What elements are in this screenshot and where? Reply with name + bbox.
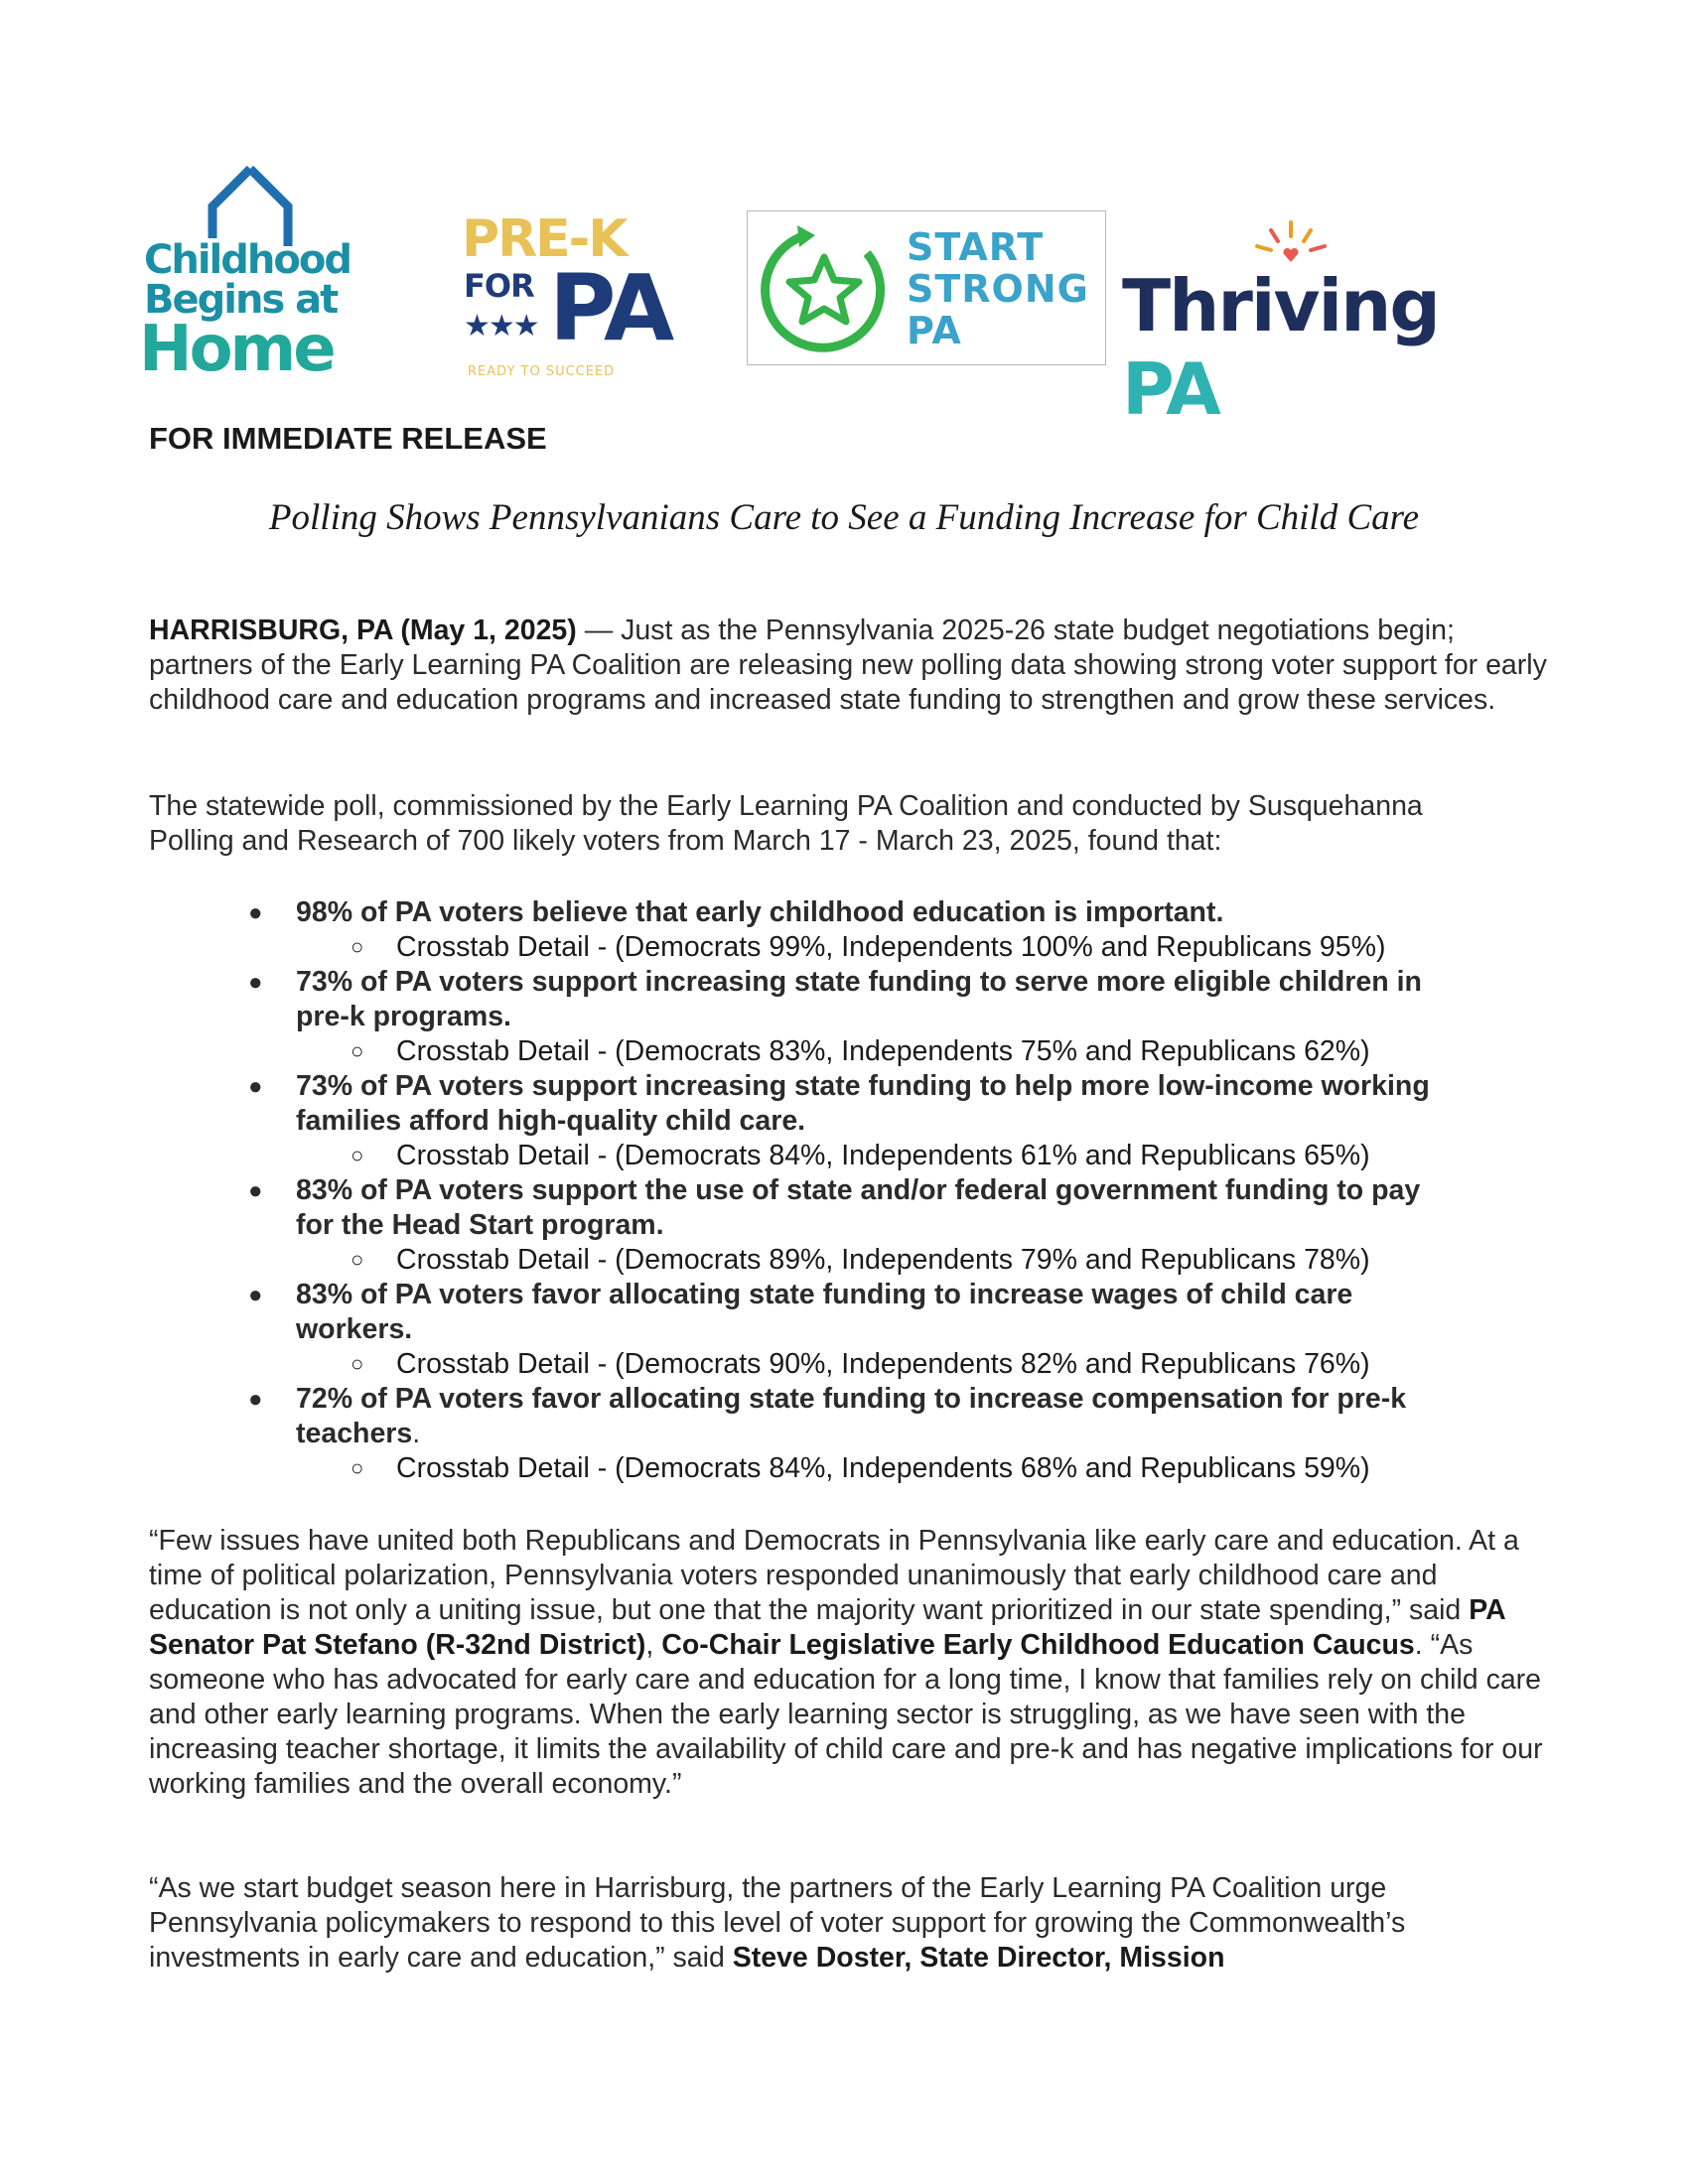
- circle-bullet-icon: ○: [351, 1038, 364, 1063]
- dateline: HARRISBURG, PA (May 1, 2025): [149, 614, 577, 646]
- circle-bullet-icon: ○: [351, 1143, 364, 1167]
- bullet-icon: ●: [248, 1073, 263, 1100]
- speaker-title: Co-Chair Legislative Early Childhood Education Caucus: [661, 1629, 1415, 1661]
- crosstab-item: ○ Crosstab Detail - (Democrats 84%, Independents 68% and Republicans 59%): [351, 1452, 1370, 1484]
- crosstab-item: ○ Crosstab Detail - (Democrats 89%, Independents 79% and Republicans 78%): [351, 1244, 1370, 1276]
- crosstab-item: ○ Crosstab Detail - (Democrats 99%, Independents 100% and Republicans 95%): [351, 931, 1386, 963]
- crosstab-item: ○ Crosstab Detail - (Democrats 83%, Independents 75% and Republicans 62%): [351, 1035, 1370, 1067]
- prek-for-pa-logo: PRE-K FOR PA ★★★ READY TO SUCCEED: [462, 209, 671, 379]
- release-label: FOR IMMEDIATE RELEASE: [149, 421, 547, 456]
- findings-list: [149, 895, 1559, 1486]
- quote-paragraph-doster: “As we start budget season here in Harrisburg, the partners of the Early Learning PA Coalition urge Pennsylvania policymakers to respond to this level of voter support for growing the Commonwealth’s investments in early care and education,” said Steve Doster, State Director, Mission: [149, 1872, 1406, 1974]
- star-cycle-icon: [750, 213, 899, 362]
- bullet-icon: ●: [248, 899, 263, 926]
- childhood-begins-at-home-logo: Childhood Begins at Home: [139, 161, 367, 389]
- circle-bullet-icon: ○: [351, 1455, 364, 1480]
- finding-item: ● 73% of PA voters support increasing state funding to serve more eligible children in pre-k programs.: [248, 966, 1422, 1032]
- bullet-icon: ●: [248, 1386, 263, 1413]
- finding-item: ● 83% of PA voters support the use of state and/or federal government funding to pay for the Head Start program.: [248, 1174, 1421, 1241]
- poll-intro-paragraph: The statewide poll, commissioned by the Early Learning PA Coalition and conducted by Susquehanna Polling and Research of 700 likely voters from March 17 - March 23, 2025, found that:: [149, 790, 1423, 857]
- thriving-pa-logo: Thriving PA: [1122, 220, 1539, 349]
- bullet-icon: ●: [248, 1177, 263, 1204]
- speaker-name: Steve Doster, State Director, Mission: [732, 1942, 1225, 1974]
- speaker-name: PA Senator Pat Stefano (R-32nd District): [149, 1594, 1505, 1661]
- circle-bullet-icon: ○: [351, 1247, 364, 1272]
- logo-row: [139, 161, 1549, 431]
- bullet-icon: ●: [248, 1282, 263, 1308]
- finding-item: ● 72% of PA voters favor allocating state funding to increase compensation for pre-k teachers.: [248, 1383, 1407, 1449]
- crosstab-item: ○ Crosstab Detail - (Democrats 90%, Independents 82% and Republicans 76%): [351, 1348, 1370, 1380]
- stars-icon: ★★★: [464, 310, 538, 342]
- headline: Polling Shows Pennsylvanians Care to See a Funding Increase for Child Care: [268, 497, 1420, 538]
- intro-paragraph: HARRISBURG, PA (May 1, 2025) — Just as the Pennsylvania 2025-26 state budget negotiations begin; partners of the Early Learning PA Coalition are releasing new polling data showing strong voter support for early childhood care and education programs and increased state funding to strengthen and grow these services.: [149, 614, 1547, 716]
- finding-item: ● 73% of PA voters support increasing state funding to help more low-income working families afford high-quality child care.: [248, 1070, 1430, 1137]
- circle-bullet-icon: ○: [351, 1351, 364, 1376]
- circle-bullet-icon: ○: [351, 934, 364, 959]
- bullet-icon: ●: [248, 969, 263, 996]
- sunburst-icon: [1251, 220, 1331, 270]
- finding-item: ● 98% of PA voters believe that early childhood education is important.: [248, 896, 1224, 928]
- finding-item: ● 83% of PA voters favor allocating state funding to increase wages of child care workers.: [248, 1279, 1353, 1345]
- quote-paragraph-stefano: “Few issues have united both Republicans and Democrats in Pennsylvania like early care and education. At a time of political polarization, Pennsylvania voters responded unanimously that early childhood care and education is not only a uniting issue, but one that the majority want prioritized in our state spending,” said PA Senator Pat Stefano (R-32nd District), Co-Chair Legislative Early Childhood Education Caucus. “As someone who has advocated for early care and education for a long time, I know that families rely on child care and other early learning programs. When the early learning sector is struggling, as we have seen with the increasing teacher shortage, it limits the availability of child care and pre-k and has negative implications for our working families and the overall economy.”: [149, 1525, 1543, 1800]
- crosstab-item: ○ Crosstab Detail - (Democrats 84%, Independents 61% and Republicans 65%): [351, 1140, 1370, 1171]
- start-strong-pa-logo: START STRONG PA: [747, 210, 1106, 365]
